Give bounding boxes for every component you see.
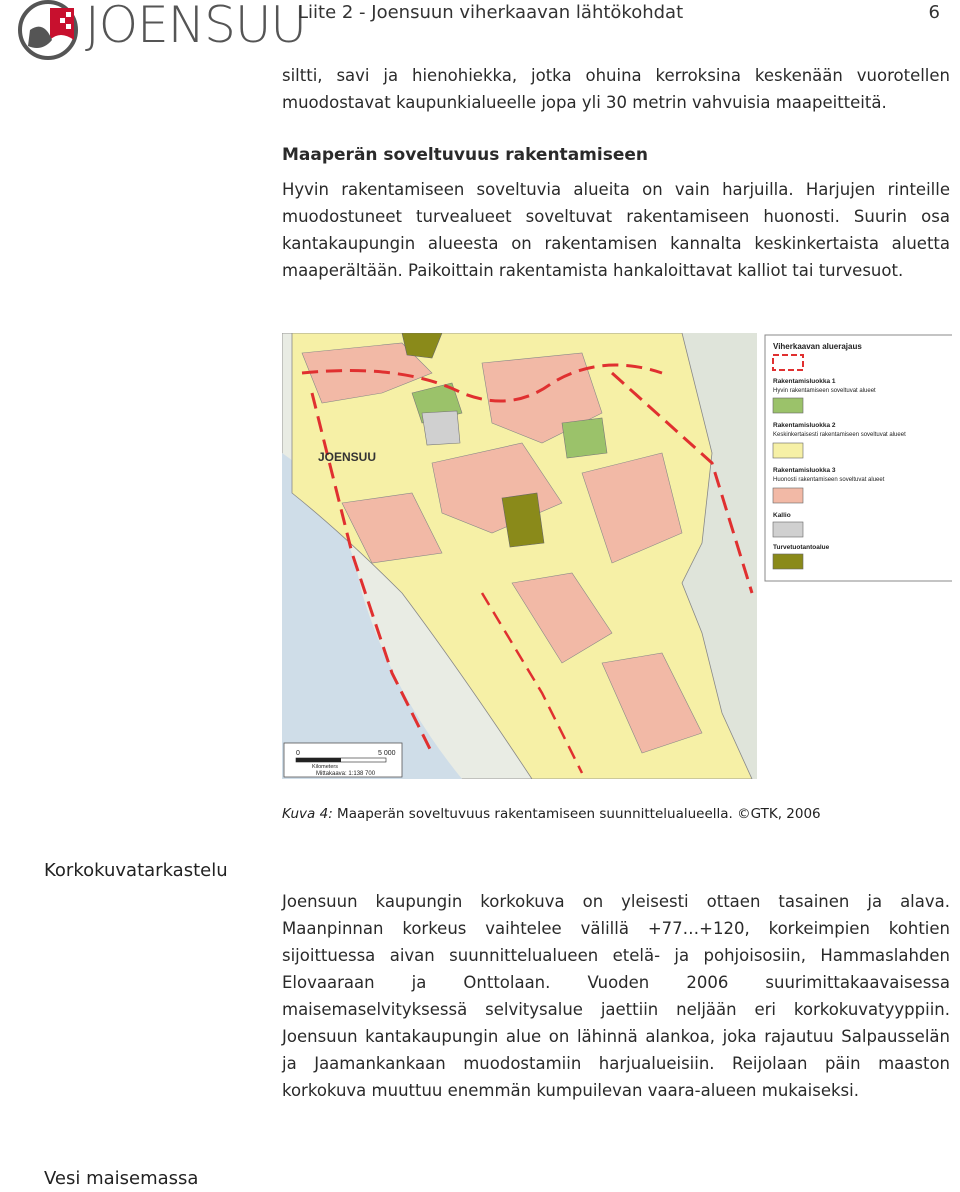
side-heading-relief: Korkokuvatarkastelu — [44, 860, 228, 881]
caption-text: Maaperän soveltuvuus rakentamiseen suunnittelualueella. ©GTK, 2006 — [332, 806, 821, 822]
legend-swatch-5 — [773, 554, 803, 569]
legend-desc-2: Keskinkertaisesti rakentamiseen soveltuvat alueet — [773, 432, 906, 438]
legend-class-1: Rakentamisluokka 1 — [773, 378, 836, 385]
legend-title: Viherkaavan aluerajaus — [773, 342, 862, 351]
legend-swatch-3 — [773, 488, 803, 503]
side-heading-water: Vesi maisemassa — [44, 1168, 199, 1189]
legend-class-5: Turvetuotantoalue — [773, 544, 830, 551]
legend-class-2: Rakentamisluokka 2 — [773, 422, 836, 429]
logo-emblem-icon — [0, 0, 80, 60]
scale-unit: Kilometers — [312, 764, 338, 770]
legend-class-3: Rakentamisluokka 3 — [773, 467, 836, 474]
page-number: 6 — [928, 2, 940, 23]
scale-text: Mittakaava: 1:138 700 — [316, 771, 376, 777]
logo-text: JOENSUU — [85, 0, 307, 54]
joensuu-logo — [0, 0, 307, 60]
legend-class-4: Kallio — [773, 512, 791, 519]
page-header — [298, 2, 940, 23]
scale-label-zero: 0 — [296, 750, 300, 757]
legend-swatch-4 — [773, 522, 803, 537]
relief-paragraph: Joensuun kaupungin korkokuva on yleisesti ottaen tasainen ja alava. Maanpinnan korkeus vaihtelee välillä +77…+120, korkeimpien kohtien sijoittuessa aivan suunnittelualueen etelä- ja pohjoisosiin, Hammaslahden Elovaaraan ja Onttolaan. Vuoden 2006 suurimittakaavaisessa maisemaselvityksessä selvitysalue jaettiin neljään eri korkokuvatyyppiin. Joensuun kantakaupungin alue on lähinnä alankoa, joka rajautuu Salpausselän ja Jaamankankaan muodostamiin harjualueisiin. Reijolaan päin maaston korkokuva muuttuu enemmän kumpuilevan vaara-alueen mukaiseksi. — [282, 892, 950, 1100]
soil-paragraph: Hyvin rakentamiseen soveltuvia alueita on vain harjuilla. Harjujen rinteille muodostuneet turvealueet soveltuvat rakentamiseen huonosti. Suurin osa kantakaupungin alueesta on rakentamisen kannalta keskinkertaista aluetta maaperältään. Paikoittain rakentamista hankaloittavat kalliot tai turvesuot. — [282, 180, 950, 280]
soil-suitability-map — [282, 333, 952, 779]
figure-caption — [282, 806, 821, 822]
section-heading-soil: Maaperän soveltuvuus rakentamiseen — [282, 145, 648, 165]
legend-swatch-2 — [773, 443, 803, 458]
legend-swatch-1 — [773, 398, 803, 413]
scale-label-end: 5 000 — [378, 750, 396, 757]
intro-paragraph: siltti, savi ja hienohiekka, jotka ohuina kerroksina keskenään vuorotellen muodostavat kaupunkialueelle jopa yli 30 metrin vahvuisia maapeitteitä. — [282, 66, 950, 112]
document-title: Liite 2 - Joensuun viherkaavan lähtökohdat — [298, 2, 684, 23]
map-city-label: JOENSUU — [318, 450, 377, 464]
map-legend — [765, 335, 952, 581]
legend-desc-3: Huonosti rakentamiseen soveltuvat alueet — [773, 477, 885, 483]
legend-desc-1: Hyvin rakentamiseen soveltuvat alueet — [773, 388, 876, 394]
caption-label: Kuva 4: — [282, 806, 333, 822]
